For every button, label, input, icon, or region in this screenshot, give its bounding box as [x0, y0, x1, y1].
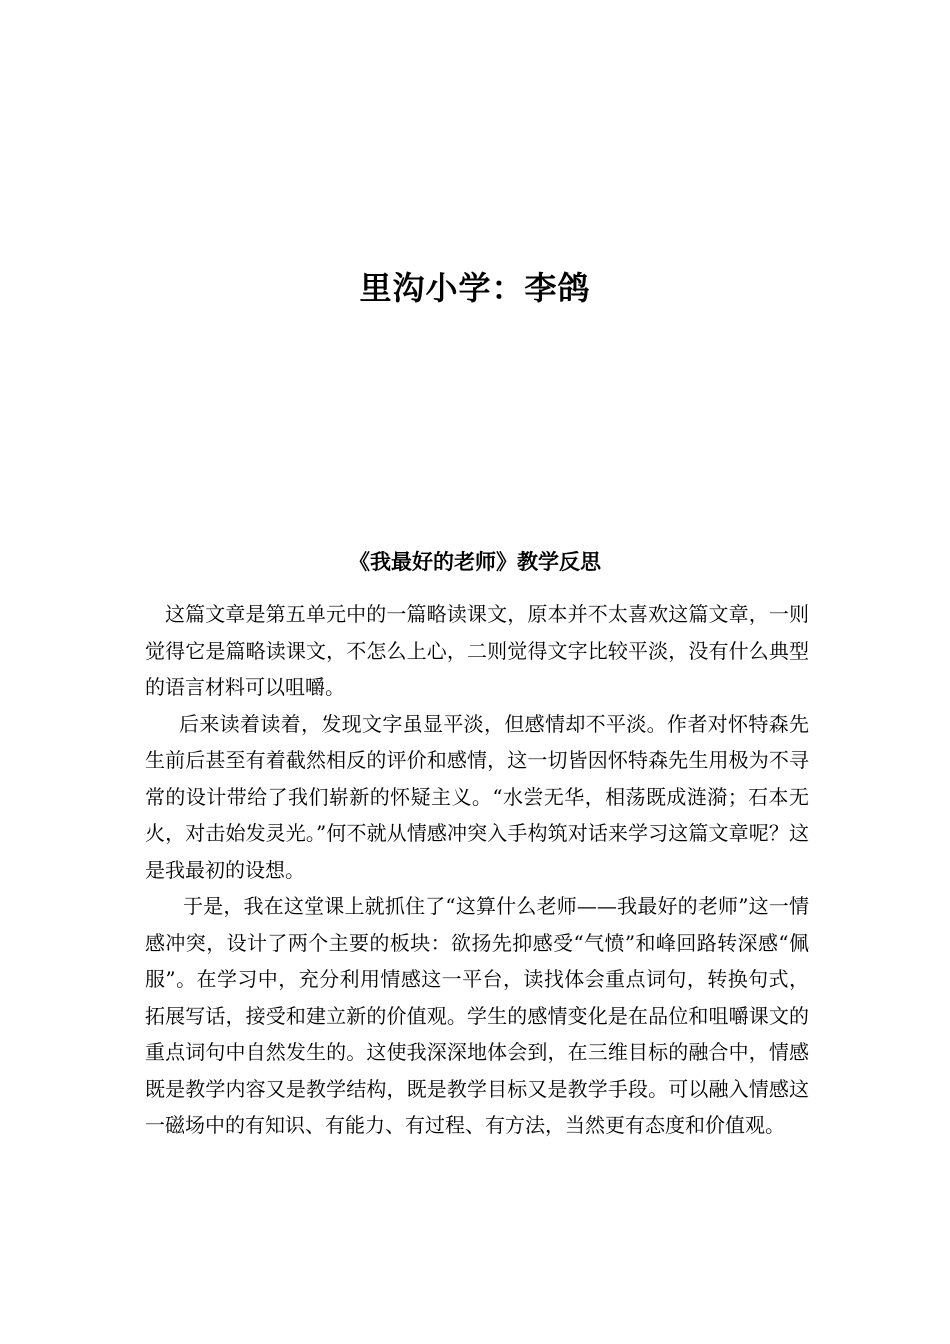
essay-title: 《我最好的老师》教学反思 — [349, 549, 601, 574]
paragraph-2: 后来读着读着，发现文字虽显平淡，但感情却不平淡。作者对怀特森先生前后甚至有着截然相反的评价和感情，这一切皆因怀特森先生用极为不寻常的设计带给了我们崭新的怀疑主义。“水尝无华，相荡既成涟漪；石本无火，对击始发灵光。”何不就从情感冲突入手构筑对话来学习这篇文章呢？这是我最初的设想。 — [145, 711, 809, 882]
paragraph-3: 于是，我在这堂课上就抓住了“这算什么老师——我最好的老师”这一情感冲突，设计了两个主要的板块：欲扬先抑感受“气愤”和峰回路转深感“佩服”。在学习中，充分利用情感这一平台，读找体会重点词句，转换句式，拓展写话，接受和建立新的价值观。学生的感情变化是在品位和咀嚼课文的重点词句中自然发生的。这使我深深地体会到，在三维目标的融合中，情感既是教学内容又是教学结构，既是教学目标又是教学手段。可以融入情感这一磁场中的有知识、有能力、有过程、有方法，当然更有态度和价值观。 — [145, 894, 809, 1137]
school-author-title: 里沟小学：李鸽 — [359, 269, 591, 307]
essay-body — [145, 596, 809, 1144]
paragraph-1: 这篇文章是第五单元中的一篇略读课文，原本并不太喜欢这篇文章，一则觉得它是篇略读课文，不怎么上心，二则觉得文字比较平淡，没有什么典型的语言材料可以咀嚼。 — [145, 602, 809, 699]
